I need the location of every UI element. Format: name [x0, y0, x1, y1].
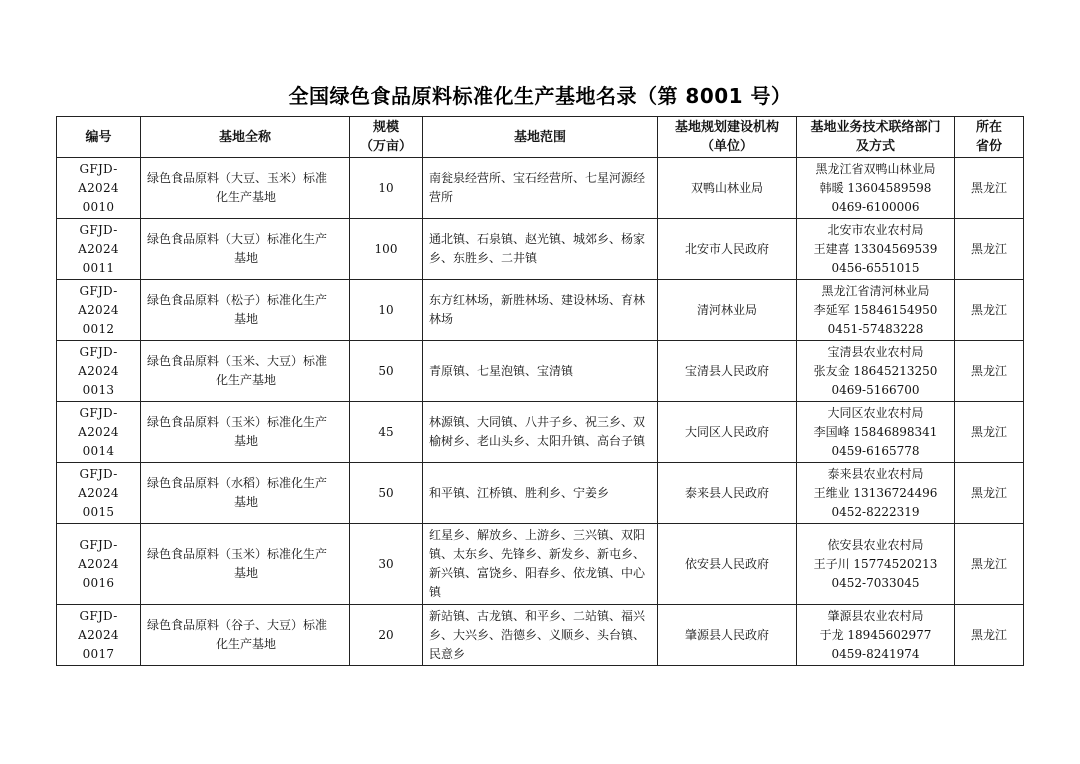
cell-name — [141, 402, 350, 463]
cell-scale: 30 — [350, 524, 423, 605]
cell-province: 黑龙江 — [955, 280, 1024, 341]
cell-name — [141, 463, 350, 524]
cell-name — [141, 158, 350, 219]
cell-name-line2: 基地 — [233, 312, 258, 326]
cell-scale: 50 — [350, 341, 423, 402]
cell-id-line1: GFJD-A2024 — [78, 344, 119, 378]
cell-contact-phone: 0452-7033045 — [831, 575, 920, 590]
cell-id — [57, 341, 141, 402]
table-body — [57, 158, 1024, 666]
cell-contact-person: 于龙 18945602977 — [819, 627, 932, 642]
cell-contact-person: 王建喜 13304569539 — [813, 241, 938, 256]
cell-contact-phone: 0459-6165778 — [831, 443, 920, 458]
cell-contact-phone: 0456-6551015 — [831, 260, 920, 275]
header-scale-line1: 规模 — [372, 120, 399, 135]
cell-id-line2: 0015 — [82, 504, 115, 519]
cell-id — [57, 463, 141, 524]
cell-province: 黑龙江 — [955, 158, 1024, 219]
cell-contact-dept: 黑龙江省清河林业局 — [821, 283, 930, 298]
cell-name-line1: 绿色食品原料（水稻）标准化生产 — [147, 476, 328, 490]
cell-contact-dept: 泰来县农业农村局 — [827, 466, 924, 481]
cell-contact-phone: 0469-6100006 — [831, 199, 920, 214]
cell-scope: 林源镇、大同镇、八井子乡、祝三乡、双榆树乡、老山头乡、太阳升镇、高台子镇 — [423, 402, 658, 463]
cell-name-line2: 基地 — [233, 434, 258, 448]
cell-contact — [797, 219, 955, 280]
cell-name-line1: 绿色食品原料（玉米）标准化生产 — [147, 547, 328, 561]
cell-contact — [797, 524, 955, 605]
cell-scope: 和平镇、江桥镇、胜利乡、宁姜乡 — [423, 463, 658, 524]
cell-province: 黑龙江 — [955, 605, 1024, 666]
cell-org: 北安市人民政府 — [658, 219, 797, 280]
cell-name — [141, 280, 350, 341]
cell-contact-dept: 大同区农业农村局 — [827, 405, 924, 420]
cell-name-line1: 绿色食品原料（谷子、大豆）标准 — [147, 618, 328, 632]
cell-name — [141, 524, 350, 605]
cell-contact — [797, 402, 955, 463]
cell-id-line1: GFJD-A2024 — [78, 537, 119, 571]
cell-contact-person: 王维业 13136724496 — [813, 485, 938, 500]
header-org — [658, 117, 797, 158]
cell-name-line2: 化生产基地 — [215, 373, 276, 387]
cell-id-line1: GFJD-A2024 — [78, 405, 119, 439]
cell-id-line2: 0011 — [82, 260, 115, 275]
cell-scope: 南瓮泉经营所、宝石经营所、七星河源经营所 — [423, 158, 658, 219]
header-id: 编号 — [57, 117, 141, 158]
header-province-line2: 省份 — [975, 139, 1002, 154]
table-row — [57, 280, 1024, 341]
cell-name-line2: 基地 — [233, 566, 258, 580]
cell-name — [141, 341, 350, 402]
header-scale — [350, 117, 423, 158]
cell-contact-phone: 0469-5166700 — [831, 382, 920, 397]
cell-contact-dept: 黑龙江省双鸭山林业局 — [815, 161, 936, 176]
cell-scale: 10 — [350, 158, 423, 219]
header-scale-line2: （万亩） — [359, 139, 412, 154]
table-row — [57, 158, 1024, 219]
cell-contact-person: 李延军 15846154950 — [813, 302, 938, 317]
cell-contact-dept: 依安县农业农村局 — [827, 537, 924, 552]
cell-id-line1: GFJD-A2024 — [78, 222, 119, 256]
cell-id-line2: 0014 — [82, 443, 115, 458]
header-contact-line2: 及方式 — [855, 139, 895, 154]
cell-contact-person: 张友金 18645213250 — [813, 363, 938, 378]
cell-org: 肇源县人民政府 — [658, 605, 797, 666]
cell-org: 清河林业局 — [658, 280, 797, 341]
cell-province: 黑龙江 — [955, 219, 1024, 280]
cell-id-line1: GFJD-A2024 — [78, 283, 119, 317]
cell-id-line2: 0013 — [82, 382, 115, 397]
cell-id-line2: 0016 — [82, 575, 115, 590]
cell-scale: 100 — [350, 219, 423, 280]
cell-id-line2: 0010 — [82, 199, 115, 214]
header-contact-line1: 基地业务技术联络部门 — [810, 120, 941, 135]
cell-scope: 通北镇、石泉镇、赵光镇、城郊乡、杨家乡、东胜乡、二井镇 — [423, 219, 658, 280]
cell-name-line2: 化生产基地 — [215, 637, 276, 651]
header-name: 基地全称 — [141, 117, 350, 158]
cell-scale: 20 — [350, 605, 423, 666]
cell-id — [57, 158, 141, 219]
cell-contact-phone: 0451-57483228 — [827, 321, 924, 336]
base-registry-table — [56, 116, 1024, 666]
cell-contact-phone: 0459-8241974 — [831, 646, 920, 661]
cell-name-line1: 绿色食品原料（大豆、玉米）标准 — [147, 171, 328, 185]
cell-name-line1: 绿色食品原料（大豆）标准化生产 — [147, 232, 328, 246]
cell-name — [141, 219, 350, 280]
cell-contact-dept: 北安市农业农村局 — [827, 222, 924, 237]
header-scope: 基地范围 — [423, 117, 658, 158]
table-row — [57, 524, 1024, 605]
cell-id — [57, 219, 141, 280]
cell-contact — [797, 280, 955, 341]
cell-province: 黑龙江 — [955, 524, 1024, 605]
cell-org: 依安县人民政府 — [658, 524, 797, 605]
header-org-line2: （单位） — [700, 139, 753, 154]
cell-org: 双鸭山林业局 — [658, 158, 797, 219]
cell-id-line2: 0012 — [82, 321, 115, 336]
cell-scope: 新站镇、古龙镇、和平乡、二站镇、福兴乡、大兴乡、浩德乡、义顺乡、头台镇、民意乡 — [423, 605, 658, 666]
cell-name-line1: 绿色食品原料（松子）标准化生产 — [147, 293, 328, 307]
cell-scale: 10 — [350, 280, 423, 341]
cell-contact-person: 王子川 15774520213 — [813, 556, 938, 571]
table-header — [57, 117, 1024, 158]
cell-contact — [797, 158, 955, 219]
table-row — [57, 402, 1024, 463]
cell-id-line1: GFJD-A2024 — [78, 466, 119, 500]
cell-org: 宝清县人民政府 — [658, 341, 797, 402]
cell-name-line1: 绿色食品原料（玉米）标准化生产 — [147, 415, 328, 429]
header-province-line1: 所在 — [975, 120, 1002, 135]
table-row — [57, 605, 1024, 666]
cell-id-line1: GFJD-A2024 — [78, 161, 119, 195]
cell-scope: 青原镇、七星泡镇、宝清镇 — [423, 341, 658, 402]
cell-org: 大同区人民政府 — [658, 402, 797, 463]
cell-contact-dept: 宝清县农业农村局 — [827, 344, 924, 359]
table-row — [57, 341, 1024, 402]
cell-id — [57, 524, 141, 605]
cell-contact-person: 韩暖 13604589598 — [819, 180, 932, 195]
cell-contact — [797, 341, 955, 402]
cell-scope: 东方红林场，新胜林场、建设林场、育林林场 — [423, 280, 658, 341]
cell-name-line2: 化生产基地 — [215, 190, 276, 204]
cell-org: 泰来县人民政府 — [658, 463, 797, 524]
header-org-line1: 基地规划建设机构 — [674, 120, 779, 135]
cell-province: 黑龙江 — [955, 402, 1024, 463]
cell-contact-person: 李国峰 15846898341 — [813, 424, 938, 439]
cell-id-line2: 0017 — [82, 646, 115, 661]
cell-name-line1: 绿色食品原料（玉米、大豆）标准 — [147, 354, 328, 368]
cell-province: 黑龙江 — [955, 463, 1024, 524]
table-row — [57, 463, 1024, 524]
table-row — [57, 219, 1024, 280]
cell-contact-phone: 0452-8222319 — [831, 504, 920, 519]
cell-name — [141, 605, 350, 666]
cell-province: 黑龙江 — [955, 341, 1024, 402]
cell-name-line2: 基地 — [233, 495, 258, 509]
page-title: 全国绿色食品原料标准化生产基地名录（第 8001 号） — [288, 84, 792, 108]
cell-scope: 红星乡、解放乡、上游乡、三兴镇、双阳镇、太东乡、先锋乡、新发乡、新屯乡、新兴镇、富饶乡、阳春乡、依龙镇、中心镇 — [423, 524, 658, 605]
header-row — [57, 117, 1024, 158]
header-province — [955, 117, 1024, 158]
cell-id — [57, 402, 141, 463]
cell-id-line1: GFJD-A2024 — [78, 608, 119, 642]
cell-id — [57, 280, 141, 341]
cell-contact — [797, 463, 955, 524]
cell-scale: 50 — [350, 463, 423, 524]
cell-scale: 45 — [350, 402, 423, 463]
cell-contact-dept: 肇源县农业农村局 — [827, 608, 924, 623]
header-contact — [797, 117, 955, 158]
cell-contact — [797, 605, 955, 666]
cell-name-line2: 基地 — [233, 251, 258, 265]
cell-id — [57, 605, 141, 666]
